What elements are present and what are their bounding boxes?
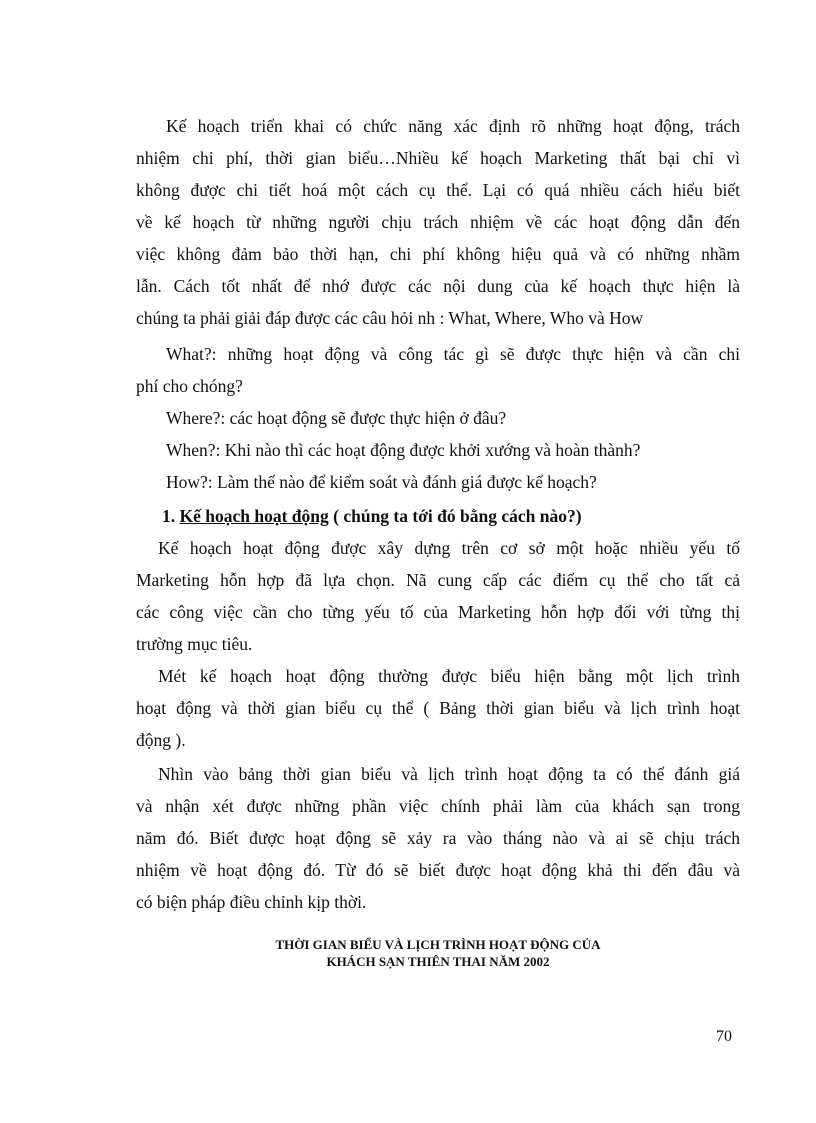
section-number: 1.: [162, 506, 176, 526]
text-line: Where?: các hoạt động sẽ được thực hiện ở đâu?: [166, 408, 507, 428]
text-line: về kế hoạch từ những người chịu trách nhiệm về các hoạt động dẫn đến: [136, 212, 740, 232]
text-line: phí cho chóng?: [136, 376, 243, 396]
text-line: nhiệm về hoạt động đó. Từ đó sẽ biết được hoạt động khả thi đến đâu và: [136, 860, 740, 880]
text-line: lẫn. Cách tốt nhất để nhớ được các nội dung của kế hoạch thực hiện là: [136, 276, 740, 296]
page-number: 70: [716, 1028, 732, 1045]
body-paragraph-3: [136, 758, 740, 918]
table-title: [136, 936, 740, 970]
text-line: hoạt động và thời gian biểu cụ thể ( Bảng thời gian biểu và lịch trình hoạt: [136, 698, 740, 718]
text-line: các công việc cần cho từng yếu tố của Marketing hỗn hợp đối với từng thị: [136, 602, 740, 622]
text-line: việc không đảm bảo thời hạn, chi phí không hiệu quả và có những nhầm: [136, 244, 740, 264]
where-line: [136, 402, 740, 434]
text-line: và nhận xét được những phần việc chính phải làm của khách sạn trong: [136, 796, 740, 816]
how-line: [136, 466, 740, 498]
text-line: động ).: [136, 730, 186, 750]
body-paragraph-1: [136, 532, 740, 660]
section-heading: [136, 500, 766, 532]
table-title-line-1: THỜI GIAN BIỂU VÀ LỊCH TRÌNH HOẠT ĐỘNG CỦA: [275, 937, 601, 952]
section-subtitle: ( chúng ta tới đó bằng cách nào?): [328, 506, 582, 526]
text-line: Kế hoạch hoạt động được xây dựng trên cơ sở một hoặc nhiều yếu tố: [158, 538, 740, 558]
text-line: Kế hoạch triển khai có chức năng xác định rõ những hoạt động, trách: [166, 116, 740, 136]
text-line: Nhìn vào bảng thời gian biểu và lịch trình hoạt động ta có thể đánh giá: [158, 764, 740, 784]
text-line: What?: những hoạt động và công tác gì sẽ được thực hiện và cần chi: [166, 344, 740, 364]
table-title-line-2: KHÁCH SẠN THIÊN THAI NĂM 2002: [326, 954, 550, 969]
body-paragraph-2: [136, 660, 740, 756]
text-line: How?: Làm thế nào để kiểm soát và đánh giá được kế hoạch?: [166, 472, 597, 492]
text-line: có biện pháp điều chỉnh kịp thời.: [136, 892, 367, 912]
when-line: [136, 434, 740, 466]
text-line: chúng ta phải giải đáp được các câu hỏi nh : What, Where, Who và How: [136, 308, 644, 328]
text-line: When?: Khi nào thì các hoạt động được khởi xướng và hoàn thành?: [166, 440, 641, 460]
intro-paragraph: [136, 110, 740, 334]
section-title: Kế hoạch hoạt động: [179, 506, 329, 526]
text-line: Marketing hỗn hợp đã lựa chọn. Nã cung cấp các điểm cụ thể cho tất cả: [136, 570, 740, 590]
text-line: năm đó. Biết được hoạt động sẽ xảy ra vào tháng nào và ai sẽ chịu trách: [136, 828, 740, 848]
text-line: trường mục tiêu.: [136, 634, 253, 654]
text-line: Mét kế hoạch hoạt động thường được biểu hiện bằng một lịch trình: [158, 666, 740, 686]
text-line: không được chi tiết hoá một cách cụ thể. Lại có quá nhiều cách hiểu biết: [136, 180, 740, 200]
text-line: nhiệm chi phí, thời gian biểu…Nhiều kế hoạch Marketing thất bại chỉ vì: [136, 148, 740, 168]
what-paragraph: [136, 338, 740, 402]
